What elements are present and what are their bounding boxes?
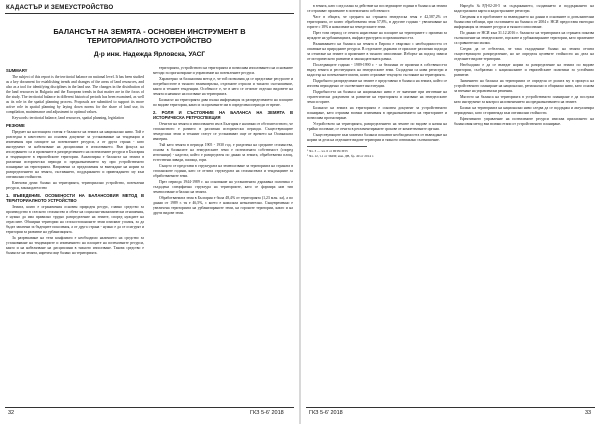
journal-issue: ГКЗ 5-6' 2018: [250, 410, 284, 416]
footnote: ¹ Чл. 3 — чл. 6 от ППЗСПЗЗ: [307, 149, 348, 153]
paragraph: По данни от НСИ към 31.12.2016 г. балансът на територията на страната показва съотношение на земеделските, горските и урбанизираните територии, като промените са сравнително малки.: [454, 31, 594, 45]
paragraph: Обработваемата земя в България е била 48,4% от територията (1,23 млн. ха), а по данни от 1989 г. тя е 46,5%, с което е намаляла незначително. Същевременно е увеличена територията на урбанизираните земи, на горските територии, както и на други видове земи.: [153, 196, 293, 215]
paragraph: Възникването на баланса на земята в Европа е свързано с необходимостта от опазване на природните ресурси. В отделните държави се прилагат различни подходи за отчитане на земите и промените в тяхното използване. Изборът на подход зависи от историческото развитие и законодателната рамка.: [307, 42, 447, 61]
paragraph: Необходимо е да се въведат норми за разпределение на земята по видове територии, съобразени с националните и европейските политики за устойчиво развитие.: [454, 63, 594, 77]
paragraph: Тъй като земята в периода 1905 - 1930 год. е разделена на средните стопанства, основа в балансите на земеделските земи е поземлената собственост (според източници) - наделът, който е разпределен по данни за земята, обработваема площ, естествени ливади, пасища, гори.: [153, 143, 293, 162]
header-rule: [5, 13, 294, 14]
journal-issue: ГКЗ 5-6' 2018: [309, 410, 343, 416]
paragraph: За разрешаване на тези конфликти е необходимо наличието на средство за установяване на тенденциите и изменението на площите на поземлените ресурси, както и на набелязване на дисциплини в тяхното използване. Такова средство е балансът на земята, наречен още баланс на територията.: [6, 236, 144, 255]
footnote-rule: [307, 146, 367, 147]
right-page: [301, 0, 600, 424]
paragraph: Последващите години - 1989-1990 г. - са белязани от промени в собствеността върху земята и реституцията на земеделските земи. Създадени са нови регистри и кадастър на поземлените имоти, които отразяват текущото състояние на територията.: [307, 63, 447, 77]
paragraph: Ефективното управление на поземлените ресурси изисква прилагането на балансовия метод във всички етапи от устройственото планиране.: [454, 117, 594, 126]
paragraph: The subject of this report is the territorial balance on national level. It has been studied as a key document for establishing trends and changes of the areas of land resources, and also as a tool for identifying disciplines in the land use. The changes in the distribution of the land resources in Bulgaria and the European trends in that matter are in the focus of the study. The territorial balance in different historical periods has been examined, as well as its role in the spatial planning process. Proposals are submitted to support its more active role in spatial planning by laying down norms for the share of land use, its compilation, maintenance and adjustment to optimal values.: [6, 75, 144, 114]
paragraph: Земята, която е ограничения основен природен ресурс, главно средство за производство в селското стопанство и обект на социално-икономически отношения, е нужно да има правилно трудно разпределение на земите, според нуждите на отраслите. Обширни територии на селскостопанските земи изискват усилия, за да бъдат запазени за бъдещите поколения, а от друга страна - нужно е да се осигурят и територии за развитие на урбанизацията.: [6, 205, 144, 234]
paragraph: Наредба №РД-02-20-5 за съдържанието, създаването и поддържането на кадастралната карта и кадастралните регистри.: [454, 4, 594, 13]
section-heading: SUMMARY: [6, 68, 28, 73]
right-page-column-2: [454, 4, 594, 404]
paragraph: Подробното разпределение на земите е представено в баланса на земята, който се изготвя периодично от съответните институции.: [307, 79, 447, 88]
section-heading: РЕЗЮМЕ: [6, 123, 25, 128]
section-heading: 1. ВЪВЕДЕНИЕ. ОСОБЕНОСТИ НА БАЛАНСОВИЯ МЕТОД В ТЕРИТОРИАЛНОТО УСТРОЙСТВО: [6, 193, 144, 203]
section-heading: 2. РОЛЯ И СЪСТОЯНИЕ НА БАЛАНСА НА ЗЕМЯТА В ИСТОРИЧЕСКА РЕТРОСПЕКЦИЯ: [153, 110, 293, 120]
paragraph: Балансът на територията дава пълна информация за разпределението на площите по видове територии, както и за промените им в определени периоди от време.: [153, 98, 293, 107]
paragraph: Keywords: territorial balance, land resources, spatial planning, legislation: [12, 116, 124, 120]
paragraph: Характерно за балансовия метод е, че той позволява да се представят ресурсите и потребностите в тяхното взаимовръзка, отделните отрасли и тяхното съотношение, както и техните тенденции. Особеност е, че в него се отчитат отделно видовете на земята и начинът на ползване на територията.: [153, 77, 293, 96]
paragraph: Баланс на територията на национално ниво следва да се поддържа и актуализира периодично, като се привежда към оптимални стойности.: [454, 106, 594, 115]
footnote: ² Чл. 12, т.1 от ЗКИР, изм. ДВ, бр. 49 от 2014 г.: [307, 154, 374, 159]
paragraph: През този период се отчита нарастване на площите на териториите с промени за нуждите на урбанизацията, инфраструктурата и промишлеността.: [307, 31, 447, 40]
paragraph: Отчитат на земята и използването им в България е налични от обстоятелството, че стопанството е развито в различни исторически периоди. Съществуващите земеделски земи и техният статут се установяват още от времето на Османската империя.: [153, 122, 293, 141]
paragraph: Същото се представи в структурата на земеползване за територията на страната в стопанските години, като се отчита структурата на стопанствата и тенденциите за обработваемите земи.: [153, 164, 293, 178]
paragraph: в земята, като след плана за действие на последващите години в баланса на земята се отразяват промените в поземлената собственост.: [307, 4, 447, 13]
paragraph: През периода 1944-1989 г. на основание на установената държавна политика е създадена специфична структура на териториите, като се формира нов тип земеползване и баланс на земята.: [153, 180, 293, 194]
paragraph: Значението на баланса на територията се определя от ролята му в процеса на устройственото планиране на национално, регионално и общинско ниво, като основа за вземане на управленски решения.: [454, 79, 594, 93]
paragraph: Устройството на територията, разпределението на земите по видове и начин на трайно ползване, се отчита в регламентираните срокове от компетентните органи.: [307, 122, 447, 131]
paragraph: Балансът на земята на територията е основен документ за устройственото планиране, като отразява всички изменения в предназначението на териториите и позволява прогнозиране.: [307, 106, 447, 120]
paragraph: Сведения и в проблемите за въвеждането на данни в основните и допълнителни балансови таблици, при съставянето на баланса от 2004 г. НСИ предоставя ежегодно информация за земните ресурси и тяхното използване.: [454, 15, 594, 29]
paragraph: Следва да се отбележи, че така създаденият баланс на земята отчита съществуващото разпределение, но не определя целевите стойности на дела на отделните видове територии.: [454, 47, 594, 61]
article-title: БАЛАНСЪТ НА ЗЕМЯТА - ОСНОВЕН ИНСТРУМЕНТ В ТЕРИТОРИАЛНОТО УСТРОЙСТВО: [53, 27, 246, 45]
paragraph: Част в общата, че средната на страната земеделска земя е 42,587,2% от територията, от които обработваема земя 57,8%, в другите години - увеличаване на горите с 18% и намаление на земеделските земи.: [307, 15, 447, 29]
article-author: Д-р инж. Надежда Ярловска, УАСГ: [93, 51, 206, 58]
paragraph: Ключови думи: баланс на територията, териториално устройство, поземлени ресурси, законодателство: [6, 181, 144, 190]
page-number: 33: [585, 410, 592, 416]
paragraph: Предмет на настоящата статия е балансът на земята на национално ниво. Той е разгледан в качеството на основен документ за установяване на тенденции и изменения при площите на поземлените ресурси, а от друга страна - като инструмент за набелязване на дисциплини в използването. Във фокуса на изследването са и промените в разпределението на поземлените ресурси в България и тенденциите в европейските територии. Анализиран е балансът на земята в различни исторически периоди и предназначението му при устройственото планиране на територията. Направени са предложения за въвеждане на норми за разпределението на земята, съставянето, поддържането и привеждането му към оптимални стойности.: [6, 130, 144, 179]
footer-rule: [5, 407, 294, 408]
paragraph: Подробността на баланса на национално ниво е от значение при изготвяне на стратегически документи за развитие на територията и опазване на земеделските земи и горите.: [307, 90, 447, 104]
footer-rule: [306, 407, 595, 408]
section-header: КАДАСТЪР И ЗЕМЕУСТРОЙСТВО: [6, 4, 114, 11]
paragraph: Мястото на баланса на територията в устройственото планиране е да послужи като инструмент за контрол на изменението на предназначението на земите.: [454, 95, 594, 104]
paragraph: територията, устройството на територията и позволява използването на основните методи за прогнозиране и управление на поземлените ресурси.: [153, 66, 293, 75]
left-page: [0, 0, 299, 424]
left-page-column-1: [6, 66, 144, 404]
left-page-column-2: [153, 66, 293, 404]
paragraph: Съществуващите към момента баланси показват необходимостта от въвеждане на норми за дела на отделните видове територии и тяхното оптимално съотношение.: [307, 133, 447, 142]
page-number: 32: [8, 410, 15, 416]
right-page-column-1: [307, 4, 447, 404]
